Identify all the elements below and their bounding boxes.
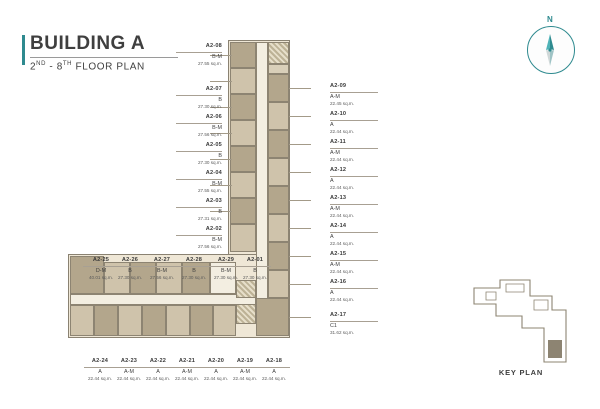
unit-type: B-M bbox=[221, 267, 231, 274]
unit-area: 27.56 sq.m. bbox=[149, 275, 174, 281]
unit-code: A2-12 bbox=[330, 167, 347, 173]
unit-A2-07 bbox=[230, 68, 256, 94]
unit-label-A2-20 bbox=[200, 357, 232, 384]
floor-subtitle-sup2: TH bbox=[62, 60, 73, 67]
unit-label-A2-07 bbox=[176, 85, 222, 112]
keyplan-diagram bbox=[466, 270, 576, 380]
unit-area: 22.44 sq.m. bbox=[330, 129, 355, 135]
unit-type: B bbox=[192, 267, 196, 274]
unit-label-A2-13 bbox=[330, 194, 378, 221]
compass-needle-icon bbox=[527, 26, 575, 74]
unit-label-A2-01 bbox=[239, 256, 271, 283]
unit-label-A2-22 bbox=[142, 357, 174, 384]
unit-A2-14 bbox=[268, 214, 289, 242]
unit-type: B bbox=[218, 208, 222, 215]
leader-line bbox=[289, 228, 311, 229]
unit-A2-08 bbox=[230, 42, 256, 68]
floor-subtitle-mid: - 8 bbox=[46, 61, 63, 73]
unit-label-A2-18 bbox=[258, 357, 290, 384]
unit-type: D-M bbox=[95, 267, 107, 274]
unit-code: A2-21 bbox=[178, 358, 196, 364]
unit-A2-15 bbox=[268, 242, 289, 270]
unit-type: A-M bbox=[124, 368, 134, 375]
unit-type: A bbox=[272, 368, 276, 375]
unit-label-A2-29 bbox=[210, 256, 242, 283]
unit-type: A-M bbox=[182, 368, 192, 375]
unit-A2-11 bbox=[268, 130, 289, 158]
unit-code: A2-13 bbox=[330, 195, 347, 201]
unit-A2-22 bbox=[118, 305, 142, 336]
unit-type: B bbox=[218, 152, 222, 159]
unit-label-A2-05 bbox=[176, 141, 222, 168]
unit-type: A-M bbox=[330, 149, 340, 156]
unit-area: 22.44 sq.m. bbox=[145, 376, 170, 382]
compass-icon bbox=[527, 15, 575, 74]
unit-label-A2-19 bbox=[229, 357, 261, 384]
unit-type: B-M bbox=[212, 180, 222, 187]
unit-label-A2-08 bbox=[176, 42, 222, 69]
unit-code: A2-01 bbox=[246, 257, 264, 263]
unit-area: 27.30 sq.m. bbox=[213, 275, 238, 281]
unit-area: 22.44 sq.m. bbox=[87, 376, 112, 382]
unit-code: A2-07 bbox=[205, 86, 222, 92]
unit-A2-03 bbox=[230, 172, 256, 198]
unit-area: 40.01 sq.m. bbox=[88, 275, 113, 281]
unit-A2-20 bbox=[166, 305, 190, 336]
unit-type: A bbox=[214, 368, 218, 375]
site-keyplan-icon bbox=[466, 270, 576, 370]
unit-type: A bbox=[98, 368, 102, 375]
unit-A2-19 bbox=[190, 305, 213, 336]
unit-area: 27.55 sq.m. bbox=[197, 61, 222, 67]
floor-subtitle-prefix: 2 bbox=[30, 61, 37, 73]
unit-type: B bbox=[218, 96, 222, 103]
unit-area: 27.30 sq.m. bbox=[117, 275, 142, 281]
unit-code: A2-17 bbox=[330, 312, 347, 318]
unit-A2-16 bbox=[268, 270, 289, 298]
compass-north-label: N bbox=[547, 15, 553, 24]
unit-label-A2-24 bbox=[84, 357, 116, 384]
unit-code: A2-19 bbox=[236, 358, 254, 364]
leader-line bbox=[289, 284, 311, 285]
unit-type: A bbox=[330, 177, 334, 184]
unit-area: 27.56 sq.m. bbox=[197, 244, 222, 250]
unit-area: 27.30 sq.m. bbox=[181, 275, 206, 281]
unit-code: A2-16 bbox=[330, 279, 347, 285]
unit-area: 22.44 sq.m. bbox=[330, 213, 355, 219]
core-stair-bottom bbox=[236, 304, 256, 324]
title-accent-bar bbox=[22, 35, 25, 65]
unit-label-A2-27 bbox=[146, 256, 178, 283]
unit-A2-13 bbox=[268, 186, 289, 214]
unit-A2-06 bbox=[230, 94, 256, 120]
unit-A2-12 bbox=[268, 158, 289, 186]
unit-area: 27.31 sq.m. bbox=[197, 216, 222, 222]
unit-area: 31.62 sq.m. bbox=[330, 330, 355, 336]
service-shaft-top bbox=[268, 64, 289, 74]
keyplan-label: KEY PLAN bbox=[498, 368, 544, 377]
leader-line bbox=[289, 256, 311, 257]
unit-area: 22.44 sq.m. bbox=[116, 376, 141, 382]
unit-type: A bbox=[330, 121, 334, 128]
core-stair-top bbox=[268, 42, 289, 64]
page-title: BUILDING A bbox=[30, 33, 146, 54]
unit-area: 22.44 sq.m. bbox=[174, 376, 199, 382]
unit-A2-24 bbox=[70, 305, 94, 336]
unit-code: A2-03 bbox=[205, 198, 222, 204]
unit-code: A2-08 bbox=[205, 43, 222, 49]
leader-line bbox=[210, 81, 232, 82]
unit-code: A2-20 bbox=[207, 358, 225, 364]
unit-A2-05 bbox=[230, 120, 256, 146]
unit-label-A2-11 bbox=[330, 138, 378, 165]
unit-area: 27.55 sq.m. bbox=[197, 188, 222, 194]
unit-type: B-M bbox=[212, 53, 222, 60]
unit-area: 22.44 sq.m. bbox=[330, 185, 355, 191]
unit-area: 27.30 sq.m. bbox=[242, 275, 267, 281]
unit-area: 22.44 sq.m. bbox=[330, 241, 355, 247]
unit-code: A2-05 bbox=[205, 142, 222, 148]
leader-line bbox=[289, 317, 311, 318]
unit-code: A2-10 bbox=[330, 111, 347, 117]
unit-type: A-M bbox=[330, 205, 340, 212]
unit-type: A-M bbox=[240, 368, 250, 375]
unit-label-A2-23 bbox=[113, 357, 145, 384]
unit-label-A2-10 bbox=[330, 110, 378, 137]
unit-type: B-M bbox=[212, 124, 222, 131]
unit-label-A2-16 bbox=[330, 278, 378, 305]
unit-label-A2-04 bbox=[176, 169, 222, 196]
unit-area: 27.30 sq.m. bbox=[197, 160, 222, 166]
unit-label-A2-28 bbox=[178, 256, 210, 283]
unit-type: A-M bbox=[330, 261, 340, 268]
floor-subtitle-suffix: FLOOR PLAN bbox=[72, 61, 145, 73]
unit-code: A2-06 bbox=[205, 114, 222, 120]
unit-A2-04 bbox=[230, 146, 256, 172]
corridor-horizontal bbox=[70, 294, 256, 305]
unit-type: A-M bbox=[330, 93, 340, 100]
unit-area: 22.44 sq.m. bbox=[261, 376, 286, 382]
unit-area: 22.44 sq.m. bbox=[330, 297, 355, 303]
leader-line bbox=[289, 144, 311, 145]
unit-area: 27.56 sq.m. bbox=[197, 132, 222, 138]
unit-type: B bbox=[128, 267, 132, 274]
unit-label-A2-12 bbox=[330, 166, 378, 193]
unit-area: 22.45 sq.m. bbox=[330, 101, 355, 107]
leader-line bbox=[289, 172, 311, 173]
unit-code: A2-11 bbox=[330, 139, 346, 145]
unit-A2-23 bbox=[94, 305, 118, 336]
leader-line bbox=[289, 200, 311, 201]
unit-label-A2-15 bbox=[330, 250, 378, 277]
unit-type: A bbox=[330, 233, 334, 240]
unit-area: 22.44 sq.m. bbox=[232, 376, 257, 382]
unit-A2-01 bbox=[230, 224, 256, 252]
unit-label-A2-02 bbox=[176, 225, 222, 252]
unit-code: A2-22 bbox=[149, 358, 167, 364]
unit-label-A2-09 bbox=[330, 82, 378, 109]
unit-code: A2-28 bbox=[185, 257, 203, 263]
unit-code: A2-14 bbox=[330, 223, 347, 229]
unit-code: A2-18 bbox=[265, 358, 283, 364]
unit-code: A2-23 bbox=[120, 358, 138, 364]
unit-label-A2-14 bbox=[330, 222, 378, 249]
unit-type: A bbox=[330, 289, 334, 296]
unit-code: A2-15 bbox=[330, 251, 347, 257]
unit-A2-18 bbox=[213, 305, 236, 336]
floor-subtitle-sup1: ND bbox=[36, 60, 47, 67]
unit-A2-10 bbox=[268, 102, 289, 130]
unit-type: B-M bbox=[157, 267, 167, 274]
unit-code: A2-02 bbox=[205, 226, 222, 232]
unit-A2-02 bbox=[230, 198, 256, 224]
unit-type: C1 bbox=[330, 322, 337, 329]
unit-code: A2-29 bbox=[217, 257, 235, 263]
unit-type: A bbox=[156, 368, 160, 375]
unit-label-A2-26 bbox=[114, 256, 146, 283]
unit-label-A2-03 bbox=[176, 197, 222, 224]
unit-type: B bbox=[253, 267, 257, 274]
unit-A2-17 bbox=[256, 298, 289, 336]
unit-label-A2-06 bbox=[176, 113, 222, 140]
unit-label-A2-21 bbox=[171, 357, 203, 384]
unit-label-A2-17 bbox=[330, 311, 378, 338]
unit-A2-21 bbox=[142, 305, 166, 336]
unit-code: A2-09 bbox=[330, 83, 347, 89]
unit-A2-09 bbox=[268, 74, 289, 102]
corridor-vertical bbox=[256, 42, 268, 336]
unit-area: 22.44 sq.m. bbox=[330, 269, 355, 275]
unit-code: A2-24 bbox=[91, 358, 109, 364]
leader-line bbox=[289, 88, 311, 89]
leader-line bbox=[289, 116, 311, 117]
unit-area: 27.30 sq.m. bbox=[197, 104, 222, 110]
unit-type: B-M bbox=[212, 236, 222, 243]
unit-code: A2-27 bbox=[153, 257, 171, 263]
unit-area: 22.44 sq.m. bbox=[330, 157, 355, 163]
unit-code: A2-25 bbox=[92, 257, 110, 263]
unit-code: A2-04 bbox=[205, 170, 222, 176]
unit-area: 22.44 sq.m. bbox=[203, 376, 228, 382]
unit-code: A2-26 bbox=[121, 257, 139, 263]
